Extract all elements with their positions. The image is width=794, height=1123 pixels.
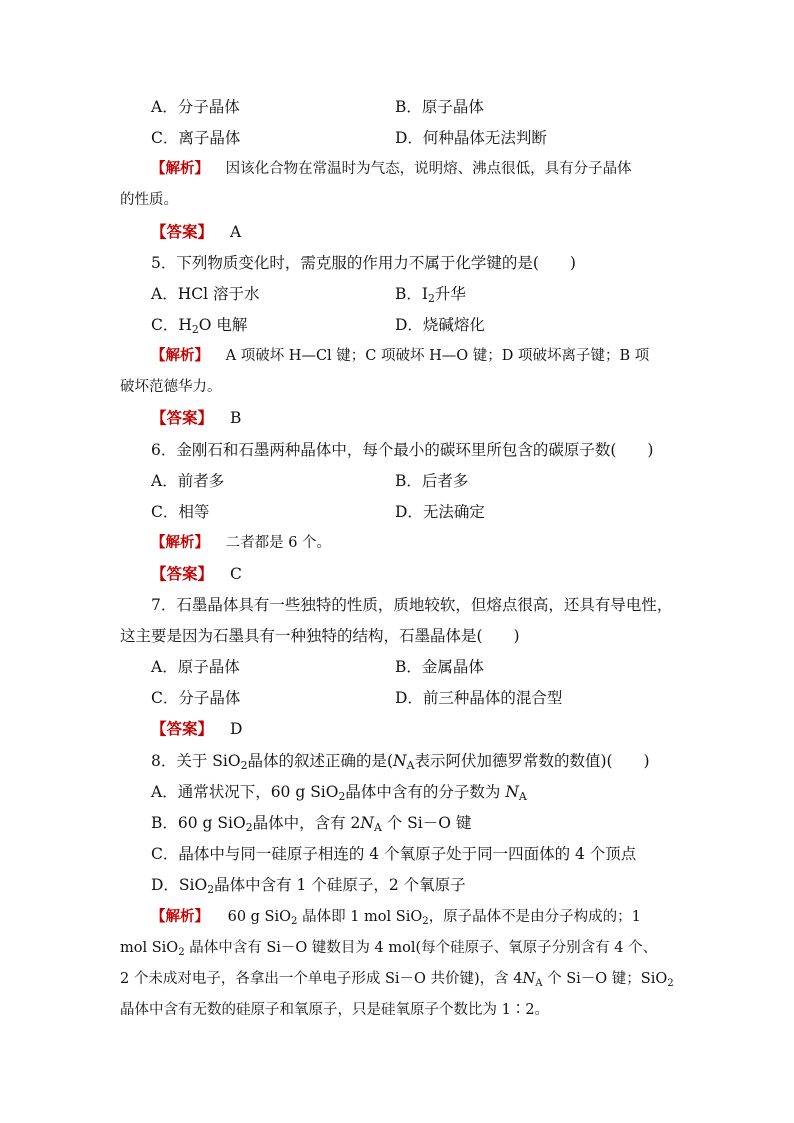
q4-answer: 【答案】 A xyxy=(151,222,242,241)
analysis-label: 【解析】 xyxy=(151,347,209,364)
q7-answer: 【答案】 D xyxy=(151,719,243,738)
answer-label: 【答案】 xyxy=(151,719,214,738)
q8-analysis-line-3: 2 个未成对电子，各拿出一个单电子形成 Si－O 共价键)，含 $4N_A$ 个 Si－O 键；SiO$_2$ xyxy=(120,971,674,989)
q4-analysis-line-1: 【解析】 因该化合物在常温时为气态，说明熔、沸点很低，具有分子晶体 xyxy=(151,160,632,177)
q5-analysis-line-2: 破坏范德华力。 xyxy=(120,379,222,395)
q5-answer: 【答案】 B xyxy=(151,408,242,427)
q6-option-b: B．后者多 xyxy=(395,472,469,490)
q5-option-b: B．$I_2$升华 xyxy=(395,285,466,305)
q7-option-c: C．分子晶体 xyxy=(151,689,241,707)
q4-option-d: D．何种晶体无法判断 xyxy=(395,129,547,147)
q5-option-c: C．$H_2O$ 电解 xyxy=(151,316,248,336)
q8-analysis-line-1: 【解析】 60 g SiO$_2$ 晶体即 1 mol SiO$_2$，原子晶体不是由分子构成的；1 xyxy=(151,908,641,927)
q7-stem-line-2: 这主要是因为石墨具有一种独特的结构，石墨晶体是( ) xyxy=(120,627,520,645)
q8-analysis-line-2: mol SiO$_2$ 晶体中含有 Si－O 键数目为 4 mol(每个硅原子、氧原子分别含有 4 个、 xyxy=(120,940,658,958)
q4-option-b: B．原子晶体 xyxy=(395,98,484,116)
q8-option-d: D．SiO$_2$晶体中含有 1 个硅原子，2 个氧原子 xyxy=(151,876,466,896)
q8-option-b: B．60 g SiO$_2$晶体中，含有 $2N_A$ 个 Si－O 键 xyxy=(151,814,472,834)
q7-option-b: B．金属晶体 xyxy=(395,658,484,676)
q8-analysis-line-4: 晶体中含有无数的硅原子和氧原子，只是硅氧原子个数比为 1∶2。 xyxy=(120,1002,550,1018)
q5-option-a: A．HCl 溶于水 xyxy=(151,285,260,303)
q4-option-a: A．分子晶体 xyxy=(151,98,240,116)
q4-option-c: C．离子晶体 xyxy=(151,129,241,147)
q5-stem: 5．下列物质变化时，需克服的作用力不属于化学键的是( ) xyxy=(151,254,576,272)
q7-option-d: D．前三种晶体的混合型 xyxy=(395,689,563,707)
answer-label: 【答案】 xyxy=(151,222,214,241)
q6-option-d: D．无法确定 xyxy=(395,503,485,521)
q7-option-a: A．原子晶体 xyxy=(151,658,240,676)
answer-label: 【答案】 xyxy=(151,408,214,427)
q6-option-a: A．前者多 xyxy=(151,472,225,490)
q6-option-c: C．相等 xyxy=(151,503,210,521)
analysis-label: 【解析】 xyxy=(151,908,209,925)
q8-option-c: C．晶体中与同一硅原子相连的 4 个氧原子处于同一四面体的 4 个顶点 xyxy=(151,845,637,863)
q6-stem: 6．金刚石和石墨两种晶体中，每个最小的碳环里所包含的碳原子数( ) xyxy=(151,441,654,459)
q4-analysis-line-2: 的性质。 xyxy=(120,192,178,208)
analysis-label: 【解析】 xyxy=(151,160,209,177)
q6-analysis: 【解析】 二者都是 6 个。 xyxy=(151,534,332,551)
q7-stem-line-1: 7．石墨晶体具有一些独特的性质，质地较软，但熔点很高，还具有导电性， xyxy=(151,596,673,614)
analysis-label: 【解析】 xyxy=(151,534,209,551)
q8-option-a: A．通常状况下，60 g SiO$_2$晶体中含有的分子数为 $N_A$ xyxy=(151,783,527,803)
q8-stem: 8．关于 SiO$_2$晶体的叙述正确的是($N_A$表示阿伏加德罗常数的数值)( ) xyxy=(151,752,650,772)
q5-option-d: D．烧碱熔化 xyxy=(395,316,485,334)
answer-label: 【答案】 xyxy=(151,564,214,583)
q6-answer: 【答案】 C xyxy=(151,564,242,583)
q5-analysis-line-1: 【解析】 A 项破坏 H—Cl 键；C 项破坏 H—O 键；D 项破坏离子键；B 项 xyxy=(151,347,650,364)
